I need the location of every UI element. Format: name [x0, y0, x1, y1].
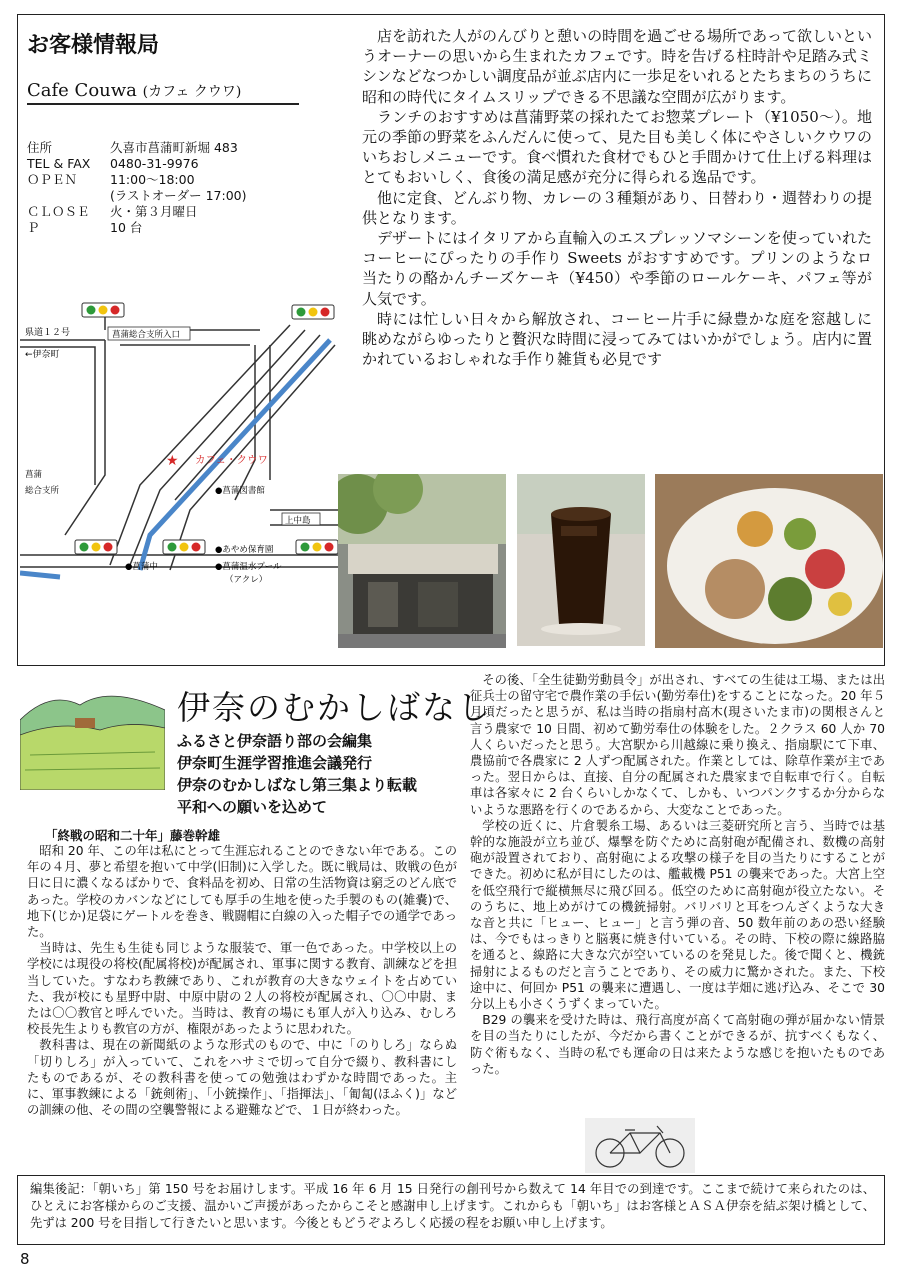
info-row	[27, 140, 347, 156]
map-cafe-label: カフェ・クウワ	[195, 454, 268, 466]
map-label: ●菖蒲中	[125, 562, 158, 572]
mukashi-title: 伊奈のむかしばなし	[177, 688, 492, 727]
map-label: 県道１２号	[25, 328, 71, 338]
info-label	[27, 188, 110, 204]
traffic-light	[75, 540, 117, 554]
info-label: 住所	[27, 140, 53, 155]
access-map	[20, 285, 350, 595]
cafe-name-text: Cafe Couwa	[27, 80, 137, 101]
editor-note: 編集後記：「朝いち」第 150 号をお届けします。平成 16 年 6 月 15 日発行の創刊号から数えて 14 年目での到達です。ここまで続けて来られたのは、ひとえにお客様からのご支援、温かいご声援があったからこそと感謝申し上げます。これからも「朝いち」はお客様とＡＳＡ伊奈を結ぶ架け橋として、先ずは 200 号を目指して行きたいと思います。今後ともどうぞよろしく応援の程をお願い申し上げます。	[30, 1182, 875, 1230]
cafe-name-kana: (カフェ クウワ)	[142, 84, 242, 100]
map-label: 菖蒲	[25, 470, 43, 480]
story-title: 「終戦の昭和二十年」藤巻幹雄	[45, 828, 221, 843]
info-row	[27, 220, 347, 236]
cafe-star-icon: ★	[166, 453, 179, 469]
mukashi-subtitle	[177, 730, 417, 818]
map-label: ●菖蒲図書館	[215, 486, 265, 496]
iced-coffee-photo	[517, 474, 645, 646]
page-number: 8	[20, 1250, 30, 1268]
traffic-light	[163, 540, 205, 554]
info-label: Ｐ	[27, 220, 40, 235]
subtitle-line: 伊奈のむかしばなし第三集より転載	[177, 776, 418, 794]
map-label: ●あやめ保育園	[215, 545, 274, 555]
subtitle-line: 平和への願いを込めて	[177, 798, 328, 816]
cafe-article	[362, 26, 872, 369]
lunch-plate-photo	[655, 474, 883, 648]
article-paragraph: 店を訪れた人がのんびりと憩いの時間を過ごせる場所であって欲しいというオーナーの思いから生まれたカフェです。時を告げる柱時計や足踏み式ミシンなどなつかしい調度品が並ぶ店内に一歩足をいれるとたちまちのうちに昭和の時代にタイムスリップできる不思議な空間が広がります。	[362, 27, 872, 106]
story-left-column	[27, 843, 457, 1118]
story-paragraph: 教科書は、現在の新聞紙のような形式のもので、中に「のりしろ」ならぬ「切りしろ」が入っていて、これをハサミで切って自分で綴り、教科書にしたものであるが、その教科書を使っての勉強はわずかな時間であった。主に、軍事教練による「銃剣術」、「小銃操作」、「指揮法」、「匍匐(ほふく)」などの訓練の他、その間の空襲警報による避難などで、１日が終わった。	[27, 1038, 457, 1118]
info-value: 10 台	[110, 220, 143, 235]
road-line	[20, 347, 95, 485]
story-paragraph: B29 の襲来を受けた時は、飛行高度が高くて高射砲の弾が届かない情景を目の当たりにしたが、今だから書くことができるが、抗すべくもなく、防ぐ術もなく、当時の私でも運命の日は来たような感じを抱いたものであった。	[470, 1013, 885, 1076]
map-label: 総合支所	[25, 486, 60, 496]
info-label: TEL & FAX	[27, 156, 91, 171]
article-paragraph: 他に定食、どんぶり物、カレーの３種類があり、日替わり・週替わりの提供となります。	[362, 188, 873, 227]
traffic-light	[82, 303, 124, 317]
map-label: 菖蒲総合支所入口	[112, 330, 181, 340]
article-paragraph: デザートにはイタリアから直輸入のエスプレッソマシーンを使っていれたコーヒーにぴったりの手作り Sweets がおすすめです。プリンのようなロ当たりの酪かんチーズケーキ（¥450）や季節のロールケーキ、パフェ等が人気です。	[362, 229, 872, 308]
info-value: 久喜市菖蒲町新堀 483	[110, 140, 238, 155]
bicycle-illustration	[585, 1118, 695, 1178]
info-value: 火・第３月曜日	[110, 204, 198, 219]
road-line	[20, 555, 340, 567]
subtitle-line: 伊奈町生涯学習推進会議発行	[177, 754, 373, 772]
section-title: お客様情報局	[27, 33, 160, 58]
map-label: ←伊奈町	[25, 350, 60, 360]
info-row	[27, 156, 347, 172]
landscape-illustration	[20, 680, 165, 790]
traffic-light	[296, 540, 338, 554]
story-paragraph: その後、「全生徒勤労動員令」が出され、すべての生徒は工場、または出征兵士の留守宅で農作業の手伝い(勤労奉仕)をすることになった。20 年５月頃だったと思うが、私は当時の指扇村高木(現さいたま市)の関根さんと言う農家で 10 日間、初めて勤労奉仕の体験をした。２クラス 60 人か 70 人くらいだったと思う。大宮駅から川越線に乗り換え、指扇駅にて下車、農協前で各農家に 2 人ずつ配属された。作業としては、除草作業が主であった。翌日からは、直接、自分の配属された農家まで自転車で行く。自転車は各家々に 2 台くらいしかなくて、しかも、いつパンクするか分からないような悪路を行くのであるから、大変なことであった。	[470, 673, 885, 817]
story-right-column	[470, 672, 885, 1077]
story-paragraph: 当時は、先生も生徒も同じような服装で、軍一色であった。中学校以上の学校には現役の将校(配属将校)が配属され、軍事に関する教育、訓練などを担当していた。すなわち教練であり、これが教育の大きなウェイトを占めていた、我が校にも星野中尉、中原中尉の２人の将校が配属され、〇〇中尉、または〇〇教官と呼んでいた。当時は、教育の場にも軍人が入り込み、むしろ校長先生よりも教官の方が、権限があったように思われた。	[27, 941, 457, 1037]
cafe-exterior-photo	[338, 474, 506, 648]
info-label: ＯＰＥＮ	[27, 172, 78, 187]
railway-line	[20, 573, 60, 577]
info-row	[27, 172, 347, 188]
road-line	[65, 340, 105, 535]
article-paragraph: 時には忙しい日々から解放され、コーヒー片手に緑豊かな庭を窓越しに眺めながらゆったりと贅沢な時間に浸ってみてはいかがでしょう。店内に置かれているおしゃれな手作り雑貨も必見です	[362, 309, 872, 369]
story-paragraph: 昭和 20 年、この年は私にとって生涯忘れることのできない年である。この年の４月、夢と希望を抱いて中学(旧制)に入学した。既に戦局は、敗戦の色が日に日に濃くなるばかりで、食料品を初め、日常の生活物資は窮乏のどん底であった。学校のカバンなどにしても厚手の生地を使った手製のもの(雑嚢)で、地下(じか)足袋にゲートルを巻き、戦闘帽に白線の入った帽子での通学であった。	[27, 844, 457, 940]
info-label: ＣＬＯＳＥ	[27, 204, 90, 219]
map-label: ●菖蒲温水プール	[215, 562, 282, 572]
cafe-name	[27, 80, 299, 105]
info-value: (ラストオーダー 17:00)	[110, 188, 247, 203]
info-row	[27, 188, 347, 204]
info-value: 0480-31-9976	[110, 156, 199, 171]
info-row	[27, 204, 347, 220]
info-value: 11:00～18:00	[110, 172, 195, 187]
cafe-info	[27, 140, 347, 236]
subtitle-line: ふるさと伊奈語り部の会編集	[177, 732, 373, 750]
story-paragraph: 学校の近くに、片倉製糸工場、あるいは三菱研究所と言う、当時では基幹的な施設が立ち並び、爆撃を防ぐために高射砲が配備され、数機の高射砲が設置されており、高射砲による攻撃の様子を目の当たりにすることができた。初めに私が目にしたのは、艦載機 P51 の襲来であった。大宮上空を低空飛行で縦横無尽に飛び回る。低空のために高射砲が役立たない。そのうちに、地上めがけての機銃掃射。バリバリと耳をつんざくような大きな音と共に「ヒュー、ヒュー」と言う弾の音、50 数年前のあの恐い経験は、今でもはっきりと脳裏に焼き付いている。その時、下校の際に線路脇を通ると、線路に大きな穴が空いているのを発見した。後で聞くと、機銃掃射によるものだと言うことであり、その威力に驚かされた。また、下校途中に、何回か P51 の襲来に遭遇し、一度は芋畑に逃げ込み、そこで 30 分以上も小さくうずくまっていた。	[470, 818, 885, 1012]
map-label: 上中島	[285, 516, 311, 526]
article-paragraph: ランチのおすすめは菖蒲野菜の採れたてお惣菜プレート（¥1050～）。地元の季節の野菜をふんだんに使って、見た目も美しく体にやさしいクウワのいちおしメニューです。食べ慣れた食材でもひと手間かけて仕上げる料理はとてもおいしく、食後の満足感が充分に得られる逸品です。	[362, 107, 872, 187]
map-label: （アクレ）	[225, 575, 268, 585]
traffic-light	[292, 305, 334, 319]
